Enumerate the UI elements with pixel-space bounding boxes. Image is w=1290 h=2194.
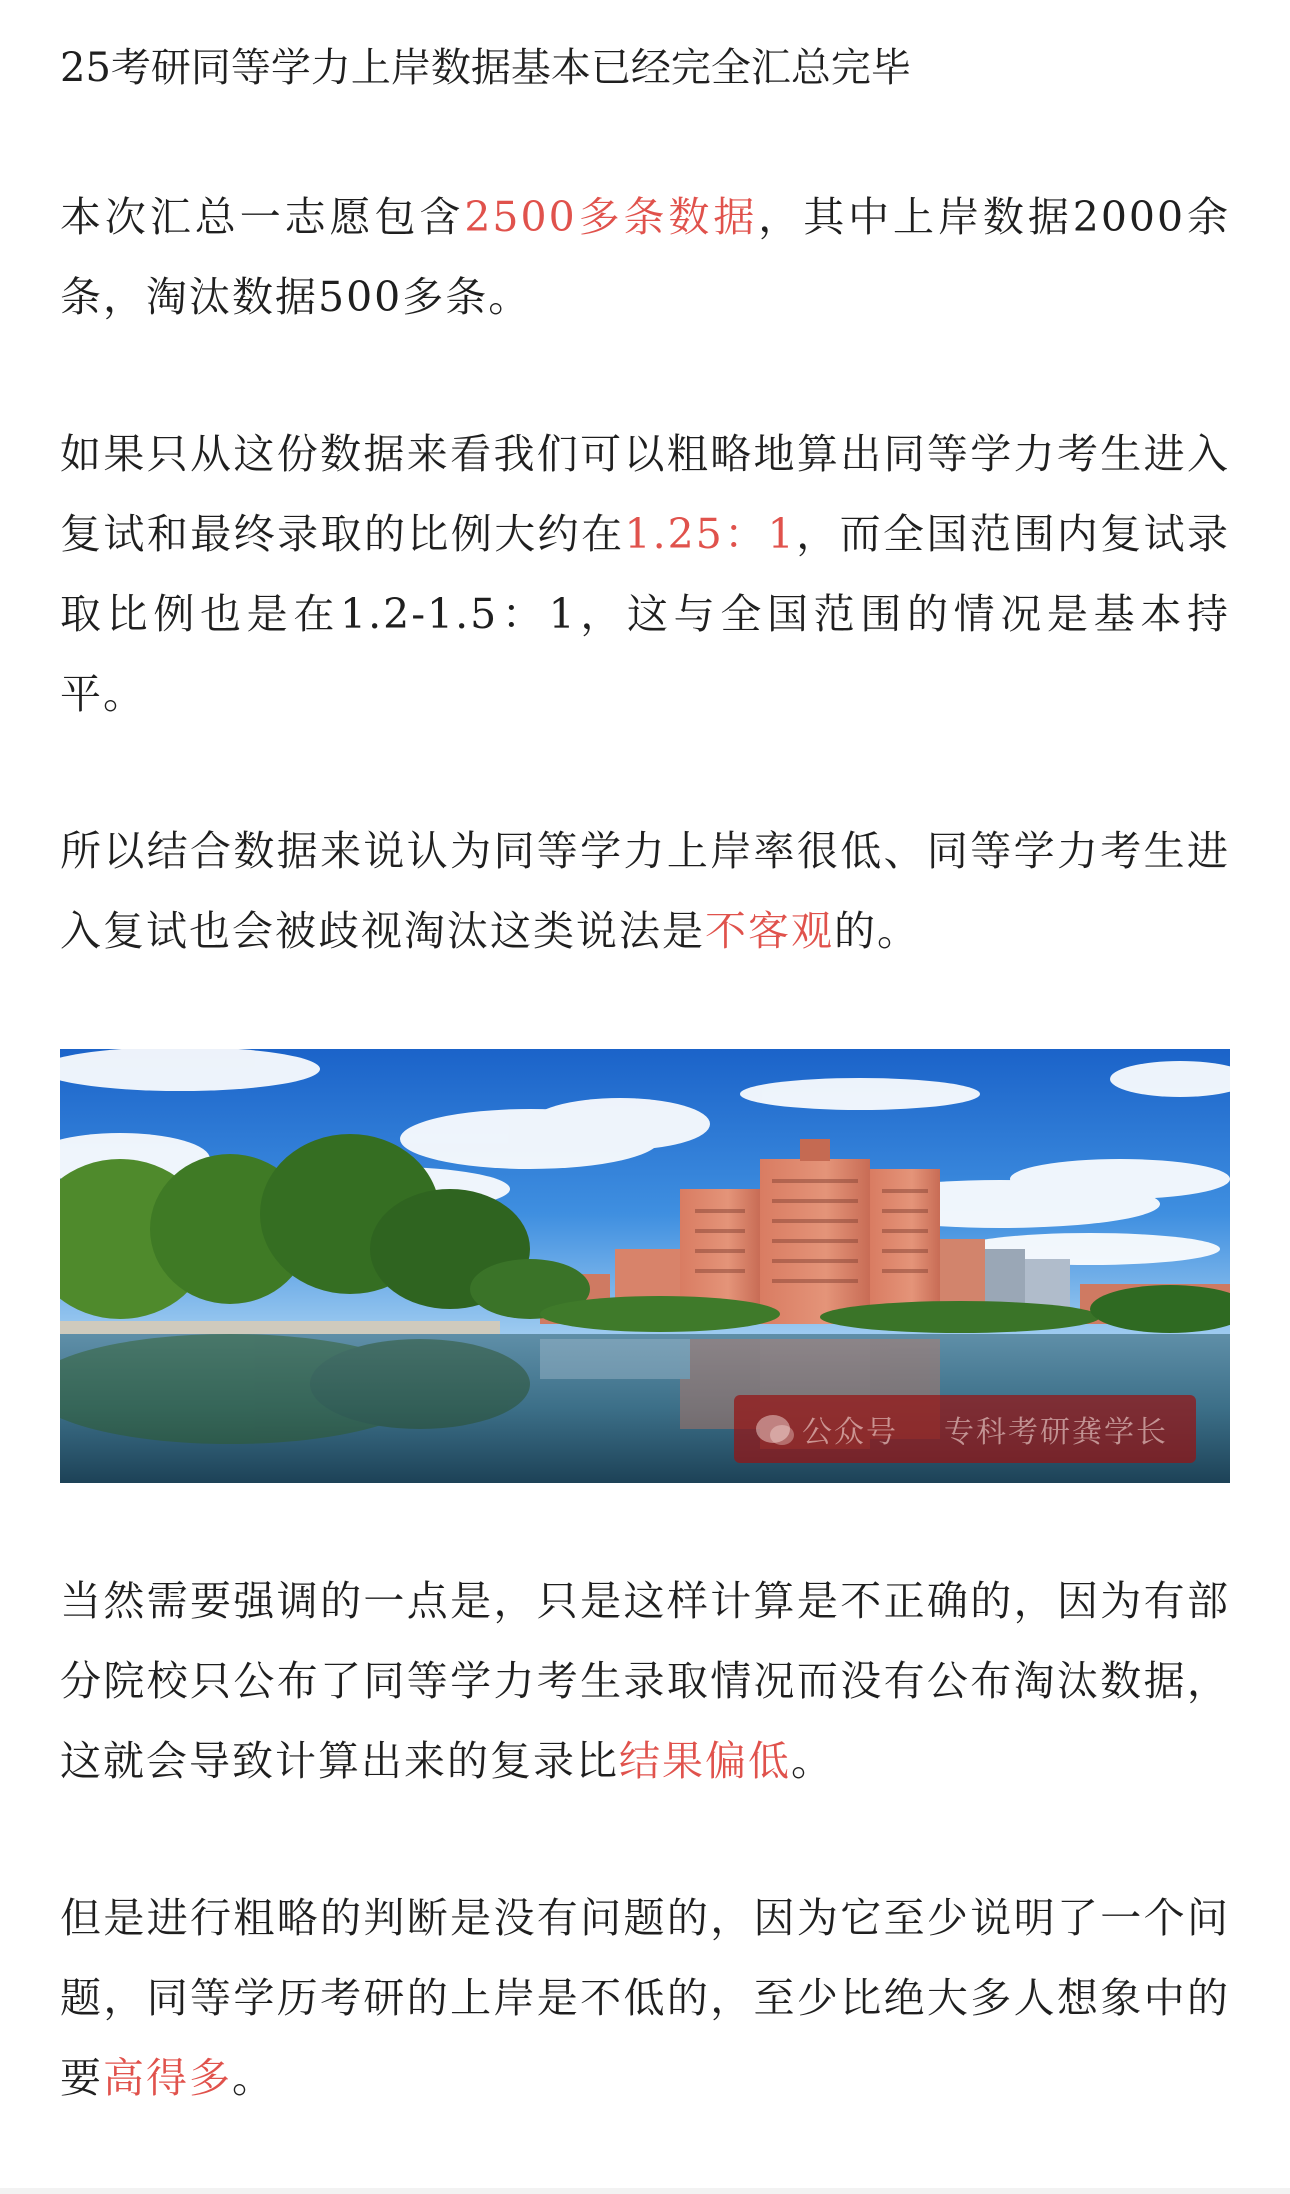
article-headline: 25考研同等学力上岸数据基本已经完全汇总完毕 <box>60 45 911 91</box>
paragraph-data-summary <box>60 177 1230 337</box>
highlight-text: 不客观 <box>705 907 834 955</box>
bottom-divider <box>0 2188 1290 2194</box>
highlight-text: 结果偏低 <box>619 1737 791 1785</box>
paragraph-text: 。 <box>791 1737 834 1785</box>
paragraph-text: 。 <box>232 2054 275 2102</box>
paragraph-text: 所以结合数据来说认为同等学力上岸率很低、同等学力考生进入复试也会被歧视淘汰这类说法是 <box>60 827 1230 955</box>
paragraph-ratio <box>60 414 1230 734</box>
highlight-text: 1.25：1 <box>624 510 796 558</box>
wechat-icon <box>756 1415 790 1443</box>
paragraph-text: ，其中上岸数据2000余条，淘汰数据500多条。 <box>60 193 1231 321</box>
paragraph-caveat <box>60 1561 1230 1801</box>
highlight-text: 2500多条数据 <box>464 193 759 241</box>
paragraph-conclusion <box>60 811 1230 971</box>
highlight-text: 高得多 <box>103 2054 232 2102</box>
paragraph-text: ，而全国范围内复试录取比例也是在1.2-1.5：1，这与全国范围的情况是基本持平。 <box>60 510 1231 718</box>
paragraph-text: 但是进行粗略的判断是没有问题的，因为它至少说明了一个问题，同等学历考研的上岸是不低的，至少比绝大多人想象中的要 <box>60 1894 1230 2102</box>
watermark <box>734 1395 1196 1463</box>
watermark-prefix: 公众号 <box>802 1415 898 1450</box>
watermark-name: 专科考研龚学长 <box>944 1415 1168 1450</box>
campus-photo <box>60 1049 1230 1483</box>
paragraph-judgement <box>60 1878 1230 2118</box>
paragraph-text: 如果只从这份数据来看我们可以粗略地算出同等学力考生进入复试和最终录取的比例大约在 <box>60 430 1230 558</box>
paragraph-text: 本次汇总一志愿包含 <box>60 193 465 241</box>
paragraph-text: 的。 <box>834 907 920 955</box>
paragraph-text: 当然需要强调的一点是，只是这样计算是不正确的，因为有部分院校只公布了同等学力考生录取情况而没有公布淘汰数据，这就会导致计算出来的复录比 <box>60 1577 1230 1785</box>
article-body <box>60 36 1230 2118</box>
